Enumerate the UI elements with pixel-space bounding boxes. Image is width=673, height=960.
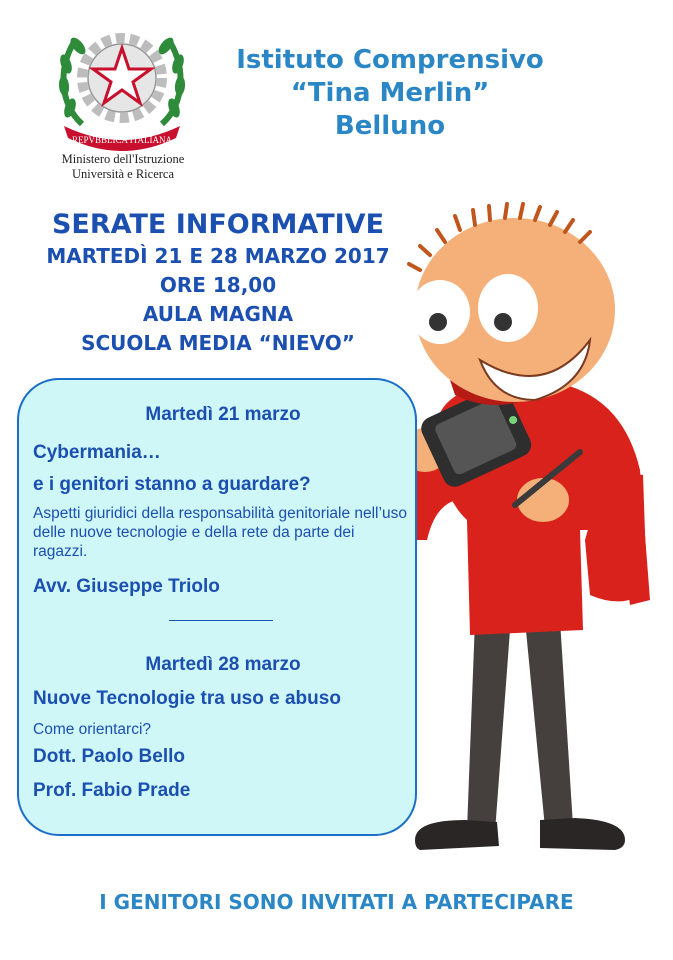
school-name [225,44,555,143]
headline-venue: SCUOLA MEDIA “NIEVO” [81,331,355,355]
headline-time: ORE 18,00 [159,273,277,297]
divider [169,620,273,621]
event-info-box [17,378,417,836]
event-2-day: Martedì 28 marzo [145,654,301,675]
ministry-name [40,152,206,182]
event-2-speaker-2: Prof. Fabio Prade [33,780,191,801]
ministry-line-2: Università e Ricerca [71,167,175,181]
event-2-title: Nuove Tecnologie tra uso e abuso [33,688,341,709]
headline-dates: MARTEDÌ 21 E 28 MARZO 2017 [46,244,390,268]
invitation-footer: I GENITORI SONO INVITATI A PARTECIPARE [99,890,574,914]
event-2-description: Come orientarci? [33,721,152,738]
ministry-line-1: Ministero dell'Istruzione [61,152,185,166]
headline-room: AULA MAGNA [142,302,294,326]
headline-title: SERATE INFORMATIVE [51,209,385,240]
event-1-speaker: Avv. Giuseppe Triolo [33,576,220,597]
event-1-description: Aspetti giuridici della responsabilità genitoriale nell’uso delle nuove tecnologie e della rete da parte dei ragazzi. [33,505,407,560]
event-1-title-line-2: e i genitori stanno a guardare? [33,474,311,495]
ribbon-text: REPVBBLICA ITALIANA [71,135,173,145]
event-headline [18,208,418,358]
emblem-icon [52,14,192,154]
school-line-2: “Tina Merlin” [290,78,490,108]
event-1-day: Martedì 21 marzo [145,404,301,425]
school-line-1: Istituto Comprensivo [236,45,544,75]
cartoon-boy-with-tablet-illustration [375,200,665,870]
event-2-speaker-1: Dott. Paolo Bello [33,746,185,767]
event-1-title-line-1: Cybermania… [33,442,161,463]
school-line-3: Belluno [334,111,446,141]
